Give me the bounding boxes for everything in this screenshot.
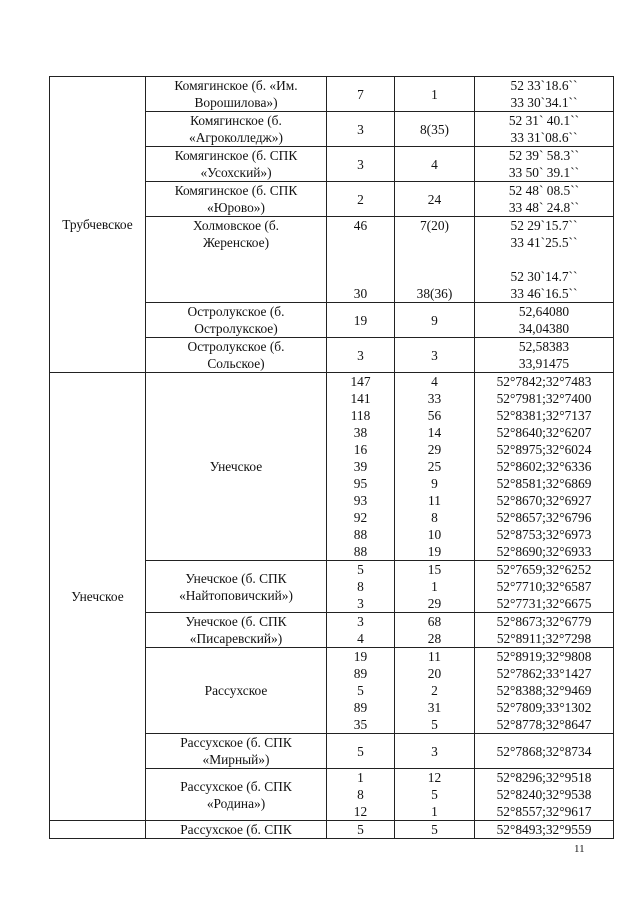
- settlement-name: [146, 303, 327, 338]
- value-a: [327, 147, 395, 182]
- value-b: [395, 373, 475, 561]
- value-a-line: 92: [353, 510, 368, 525]
- value-a-line: 89: [353, 666, 368, 681]
- value-a: [327, 182, 395, 217]
- value-b-line: 4: [431, 374, 438, 389]
- value-a-line: 3: [357, 614, 364, 629]
- value-a-line: 7: [357, 86, 364, 102]
- value-a: [327, 217, 395, 303]
- value-a-line: 46: [353, 218, 368, 233]
- value-a-line: 1: [357, 770, 364, 785]
- coordinates-line: 52°8240;32°9538: [496, 787, 592, 802]
- value-a-line: 93: [353, 493, 368, 508]
- coordinates-line: 52°7809;33°1302: [496, 700, 592, 715]
- value-a-line: 38: [353, 425, 368, 440]
- value-a-line: 3: [357, 156, 364, 172]
- coordinates: [475, 648, 614, 734]
- value-a: [327, 613, 395, 648]
- value-b-line: 12: [427, 770, 442, 785]
- coordinates-line: 33 31`08.6``: [510, 130, 578, 145]
- coordinates-line: 33 30`34.1``: [510, 95, 578, 110]
- value-b-line: 29: [427, 596, 442, 611]
- coordinates-line: 52°7842;32°7483: [496, 374, 592, 389]
- settlement-name-line: Остролукское (б.: [187, 339, 285, 354]
- value-b: [395, 338, 475, 373]
- value-a: [327, 561, 395, 613]
- settlement-name-line: Унечское (б. СПК: [185, 614, 287, 629]
- value-a-line: 3: [357, 347, 364, 363]
- settlement-name: [146, 182, 327, 217]
- value-b: [395, 303, 475, 338]
- table-body: [50, 77, 614, 839]
- value-b-line: 8(35): [419, 121, 449, 137]
- value-b-line: 20: [427, 666, 442, 681]
- settlement-name: [146, 77, 327, 112]
- coordinates-line: 52 31` 40.1``: [508, 113, 580, 128]
- value-a: [327, 77, 395, 112]
- value-b-line: 14: [427, 425, 442, 440]
- value-a-line: 3: [357, 121, 364, 137]
- value-b-line: 15: [427, 562, 442, 577]
- coordinates-line: 52°8640;32°6207: [496, 425, 592, 440]
- value-a: [327, 734, 395, 769]
- coordinates-line: 52°7731;32°6675: [496, 596, 592, 611]
- page-number: 11: [574, 843, 585, 855]
- coordinates-line: 52°8557;32°9617: [496, 804, 592, 819]
- value-a-line: 30: [353, 286, 368, 301]
- value-b-line: 11: [428, 649, 441, 664]
- settlement-name-line: Комягинское (б. «Им.: [174, 78, 298, 93]
- coordinates-line: 33 41`25.5``: [510, 235, 578, 250]
- district-cell: Унечское: [50, 373, 146, 821]
- value-b-line: 3: [431, 347, 438, 363]
- coordinates-line: [477, 251, 611, 268]
- value-b-line: 29: [427, 442, 442, 457]
- settlement-name: [146, 734, 327, 769]
- coordinates-line: 52°7659;32°6252: [496, 562, 592, 577]
- settlement-name-line: Рассухское (б. СПК: [180, 778, 292, 794]
- coordinates-line: 52°7862;33°1427: [496, 666, 592, 681]
- coordinates-line: 52°8690;32°6933: [496, 544, 592, 559]
- value-a-line: 88: [353, 527, 368, 542]
- settlement-name-line: «Родина»): [206, 795, 266, 811]
- table-row: [50, 77, 614, 112]
- coordinates-line: 52°8657;32°6796: [496, 510, 592, 525]
- coordinates-line: 52°7981;32°7400: [496, 391, 592, 406]
- value-b-line: 5: [431, 787, 438, 802]
- value-a-line: 19: [353, 312, 368, 328]
- value-a: [327, 648, 395, 734]
- value-a-line: 141: [350, 391, 371, 406]
- value-b: [395, 182, 475, 217]
- settlement-name-line: Комягинское (б. СПК: [174, 183, 298, 198]
- data-table: [49, 76, 614, 839]
- value-a: [327, 821, 395, 839]
- value-b-line: 5: [431, 717, 438, 732]
- value-b-line: [397, 251, 472, 268]
- value-b-line: [397, 268, 472, 285]
- settlement-name: [146, 147, 327, 182]
- settlement-name: [146, 217, 327, 303]
- coordinates-line: 52 39` 58.3``: [508, 148, 580, 163]
- coordinates-line: 52°8975;32°6024: [496, 442, 592, 457]
- coordinates-line: 52,64080: [518, 304, 570, 319]
- value-b-line: 11: [428, 493, 441, 508]
- value-a: [327, 112, 395, 147]
- value-a-line: 95: [353, 476, 368, 491]
- settlement-name-line: Ворошилова»): [194, 95, 278, 110]
- value-a-line: 4: [357, 631, 364, 646]
- coordinates: [475, 769, 614, 821]
- value-b-line: 3: [431, 743, 438, 759]
- settlement-name: [146, 648, 327, 734]
- coordinates-line: 33,91475: [518, 356, 570, 371]
- value-b-line: 2: [431, 683, 438, 698]
- value-b-line: 5: [431, 822, 438, 837]
- value-a-line: 5: [357, 683, 364, 698]
- value-b-line: 9: [431, 312, 438, 328]
- value-a-line: 118: [350, 408, 371, 423]
- coordinates-line: 52 29`15.7``: [510, 218, 578, 233]
- value-a-line: 8: [357, 787, 364, 802]
- value-b-line: 19: [427, 544, 442, 559]
- settlement-name: [146, 821, 327, 839]
- coordinates: [475, 338, 614, 373]
- value-b-line: 9: [431, 476, 438, 491]
- coordinates: [475, 217, 614, 303]
- district-cell: [50, 821, 146, 839]
- value-a-line: 5: [357, 562, 364, 577]
- value-b-line: [397, 234, 472, 251]
- settlement-name-line: «Мирный»): [202, 752, 270, 767]
- coordinates: [475, 77, 614, 112]
- value-b-line: 38(36): [416, 286, 453, 301]
- coordinates-line: 52°7710;32°6587: [496, 579, 592, 594]
- value-b-line: 10: [427, 527, 442, 542]
- value-a-line: 5: [357, 822, 364, 837]
- settlement-name-line: Остролукское): [194, 321, 278, 336]
- table-row: [50, 373, 614, 561]
- settlement-name: [146, 613, 327, 648]
- value-b: [395, 217, 475, 303]
- value-a: [327, 338, 395, 373]
- settlement-name: [146, 112, 327, 147]
- value-b-line: 7(20): [419, 218, 449, 233]
- value-b: [395, 613, 475, 648]
- coordinates-line: 52°8296;32°9518: [496, 770, 592, 785]
- coordinates-line: 52°8388;32°9469: [496, 683, 592, 698]
- value-b-line: 33: [427, 391, 442, 406]
- coordinates-line: 52,58383: [518, 339, 570, 354]
- settlement-name-line: Унечское (б. СПК: [185, 570, 287, 586]
- coordinates-line: 52°8493;32°9559: [496, 822, 592, 837]
- value-b: [395, 561, 475, 613]
- coordinates: [475, 112, 614, 147]
- value-b-line: 1: [431, 86, 438, 102]
- coordinates-line: 52 33`18.6``: [510, 78, 578, 93]
- settlement-name: [146, 338, 327, 373]
- settlement-name-line: Комягинское (б.: [190, 113, 282, 128]
- value-b-line: 8: [431, 510, 438, 525]
- value-b: [395, 734, 475, 769]
- value-b-line: 25: [427, 459, 442, 474]
- value-b-line: 56: [427, 408, 442, 423]
- coordinates-line: 52°7868;32°8734: [496, 743, 592, 759]
- value-a-line: 12: [353, 804, 368, 819]
- value-b: [395, 147, 475, 182]
- settlement-name-line: Рассухское: [204, 683, 268, 698]
- coordinates-line: 52°8673;32°6779: [496, 614, 592, 629]
- value-b: [395, 821, 475, 839]
- coordinates: [475, 613, 614, 648]
- value-b: [395, 769, 475, 821]
- settlement-name-line: «Писаревский»): [189, 631, 283, 646]
- value-a-line: 89: [353, 700, 368, 715]
- settlement-name-line: «Усохский»): [200, 165, 272, 180]
- value-b-line: 1: [431, 579, 438, 594]
- settlement-name-line: «Агроколледж»): [189, 130, 283, 145]
- value-b-line: 31: [427, 700, 442, 715]
- value-a-line: 5: [357, 743, 364, 759]
- settlement-name-line: Холмовское (б.: [193, 218, 279, 233]
- settlement-name-line: Комягинское (б. СПК: [174, 148, 298, 163]
- coordinates-line: 52°8602;32°6336: [496, 459, 592, 474]
- coordinates-line: 33 50` 39.1``: [508, 165, 580, 180]
- value-a: [327, 373, 395, 561]
- value-a-line: [329, 251, 392, 268]
- value-a-line: 2: [357, 191, 364, 207]
- coordinates: [475, 561, 614, 613]
- settlement-name-line: «Найтоповичский»): [179, 587, 293, 603]
- settlement-name-line: Рассухское (б. СПК: [180, 735, 292, 750]
- coordinates: [475, 182, 614, 217]
- district-cell: Трубчевское: [50, 77, 146, 373]
- coordinates-line: 52°8753;32°6973: [496, 527, 592, 542]
- settlement-name: [146, 373, 327, 561]
- coordinates: [475, 821, 614, 839]
- value-b: [395, 112, 475, 147]
- settlement-name-line: Рассухское (б. СПК: [180, 822, 292, 837]
- value-b: [395, 648, 475, 734]
- value-b-line: 1: [431, 804, 438, 819]
- coordinates-line: 52°8670;32°6927: [496, 493, 592, 508]
- value-b-line: 24: [427, 191, 442, 207]
- value-a-line: 3: [357, 596, 364, 611]
- settlement-name-line: Жеренское): [202, 235, 270, 250]
- value-a-line: 35: [353, 717, 368, 732]
- value-b-line: 4: [431, 156, 438, 172]
- value-a: [327, 769, 395, 821]
- coordinates-line: 52°8581;32°6869: [496, 476, 592, 491]
- coordinates-line: 52 30`14.7``: [510, 269, 578, 284]
- value-b: [395, 77, 475, 112]
- coordinates: [475, 373, 614, 561]
- value-a-line: 39: [353, 459, 368, 474]
- settlement-name-line: Остролукское (б.: [187, 304, 285, 319]
- value-a: [327, 303, 395, 338]
- value-a-line: [329, 234, 392, 251]
- coordinates: [475, 734, 614, 769]
- value-a-line: [329, 268, 392, 285]
- coordinates-line: 52°8919;32°9808: [496, 649, 592, 664]
- table-row: [50, 821, 614, 839]
- value-b-line: 68: [427, 614, 442, 629]
- coordinates-line: 52°8381;32°7137: [496, 408, 592, 423]
- coordinates-line: 52°8778;32°8647: [496, 717, 592, 732]
- value-a-line: 8: [357, 579, 364, 594]
- coordinates: [475, 303, 614, 338]
- settlement-name: [146, 769, 327, 821]
- coordinates-line: 33 48` 24.8``: [508, 200, 580, 215]
- value-a-line: 19: [353, 649, 368, 664]
- value-b-line: 28: [427, 631, 442, 646]
- coordinates-line: 52 48` 08.5``: [508, 183, 580, 198]
- value-a-line: 147: [350, 374, 371, 389]
- settlement-name-line: Сольское): [207, 356, 265, 371]
- coordinates-line: 34,04380: [518, 321, 570, 336]
- settlement-name: [146, 561, 327, 613]
- value-a-line: 88: [353, 544, 368, 559]
- coordinates-line: 33 46`16.5``: [510, 286, 578, 301]
- value-a-line: 16: [353, 442, 368, 457]
- settlement-name-line: «Юрово»): [207, 200, 265, 215]
- settlement-name-line: Унечское: [209, 459, 263, 474]
- coordinates-line: 52°8911;32°7298: [496, 631, 592, 646]
- coordinates: [475, 147, 614, 182]
